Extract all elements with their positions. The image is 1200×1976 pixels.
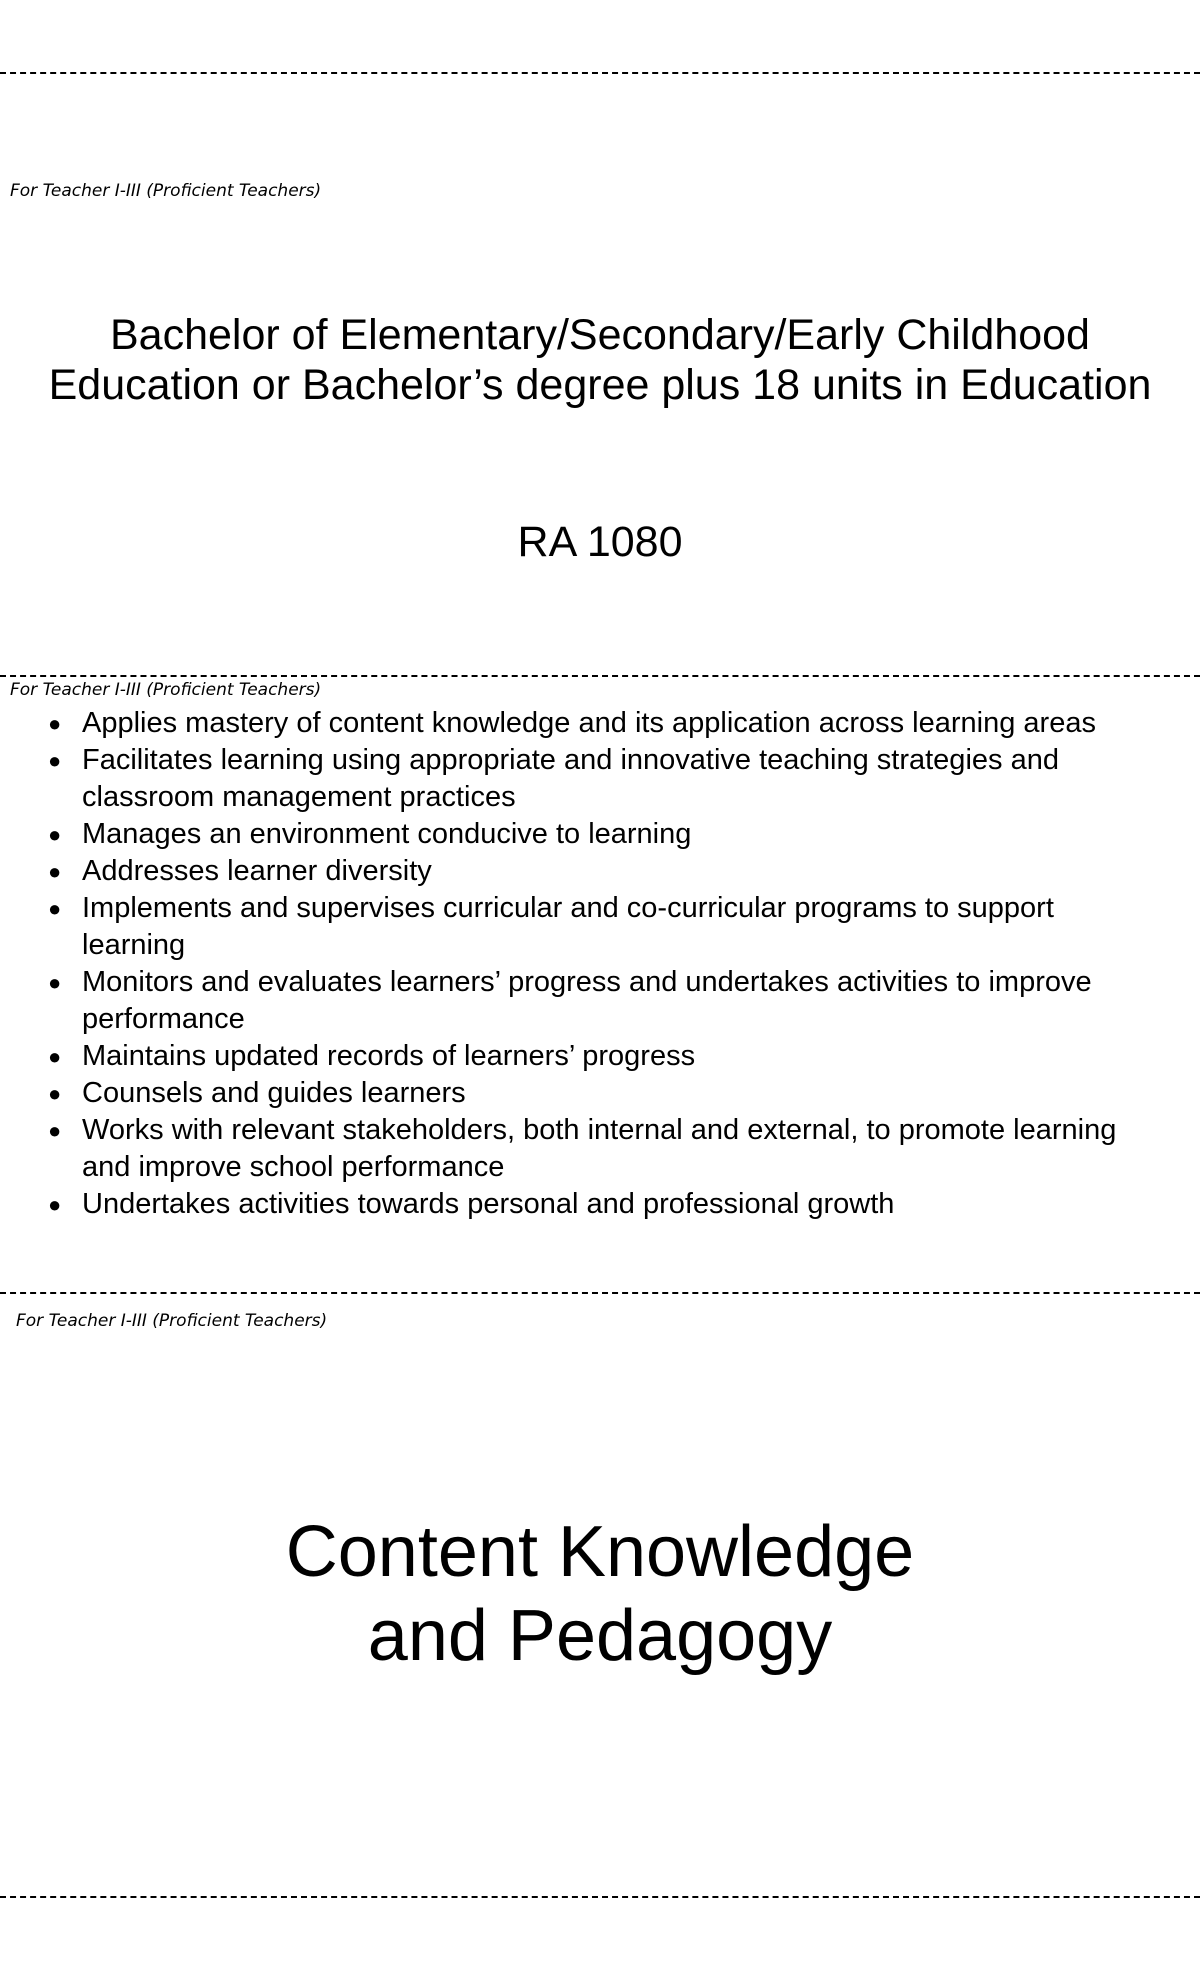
bullet-icon: ● [48, 970, 62, 995]
list-item: ● Undertakes activities towards personal and professional growth [42, 1186, 1152, 1223]
qualification-line: Education or Bachelor’s degree plus 18 units in Education [48, 361, 1152, 409]
bullet-icon: ● [48, 1044, 62, 1069]
list-item: ● Addresses learner diversity [42, 853, 1152, 890]
list-item: ● Works with relevant stakeholders, both internal and external, to promote learning and improve school performance [48, 1114, 1117, 1183]
list-item: ● Maintains updated records of learners’ progress [42, 1038, 1152, 1075]
list-item: ● Implements and supervises curricular and co-curricular programs to support learning [48, 892, 1054, 961]
bullet-icon: ● [48, 1118, 62, 1143]
card-tag: For Teacher I-III (Proficient Teachers) [10, 680, 322, 700]
cut-line [0, 675, 1200, 677]
qualification-text [0, 310, 1200, 410]
list-item: ● Counsels and guides learners [42, 1075, 1152, 1112]
law-reference: RA 1080 [517, 518, 683, 566]
bullet-icon: ● [48, 896, 62, 921]
duties-list [42, 705, 1152, 1223]
cut-line [0, 1292, 1200, 1294]
topic-title [0, 1510, 1200, 1678]
cut-line [0, 72, 1200, 74]
bullet-icon: ● [48, 859, 62, 884]
bullet-icon: ● [48, 1192, 62, 1217]
card-tag: For Teacher I-III (Proficient Teachers) [16, 1311, 328, 1331]
cut-line [0, 1896, 1200, 1898]
list-item: ● Monitors and evaluates learners’ progress and undertakes activities to improve performance [48, 966, 1092, 1035]
list-item: ● Manages an environment conducive to learning [42, 816, 1152, 853]
topic-line: and Pedagogy [367, 1596, 833, 1676]
bullet-icon: ● [48, 748, 62, 773]
qualification-line: Bachelor of Elementary/Secondary/Early Childhood [110, 311, 1090, 359]
list-item: ● Facilitates learning using appropriate and innovative teaching strategies and classroom management practices [48, 744, 1059, 813]
bullet-icon: ● [48, 711, 62, 736]
card-tag: For Teacher I-III (Proficient Teachers) [10, 181, 322, 201]
list-item: ● Applies mastery of content knowledge and its application across learning areas [42, 705, 1152, 742]
bullet-icon: ● [48, 1081, 62, 1106]
topic-line: Content Knowledge [285, 1512, 915, 1592]
bullet-icon: ● [48, 822, 62, 847]
